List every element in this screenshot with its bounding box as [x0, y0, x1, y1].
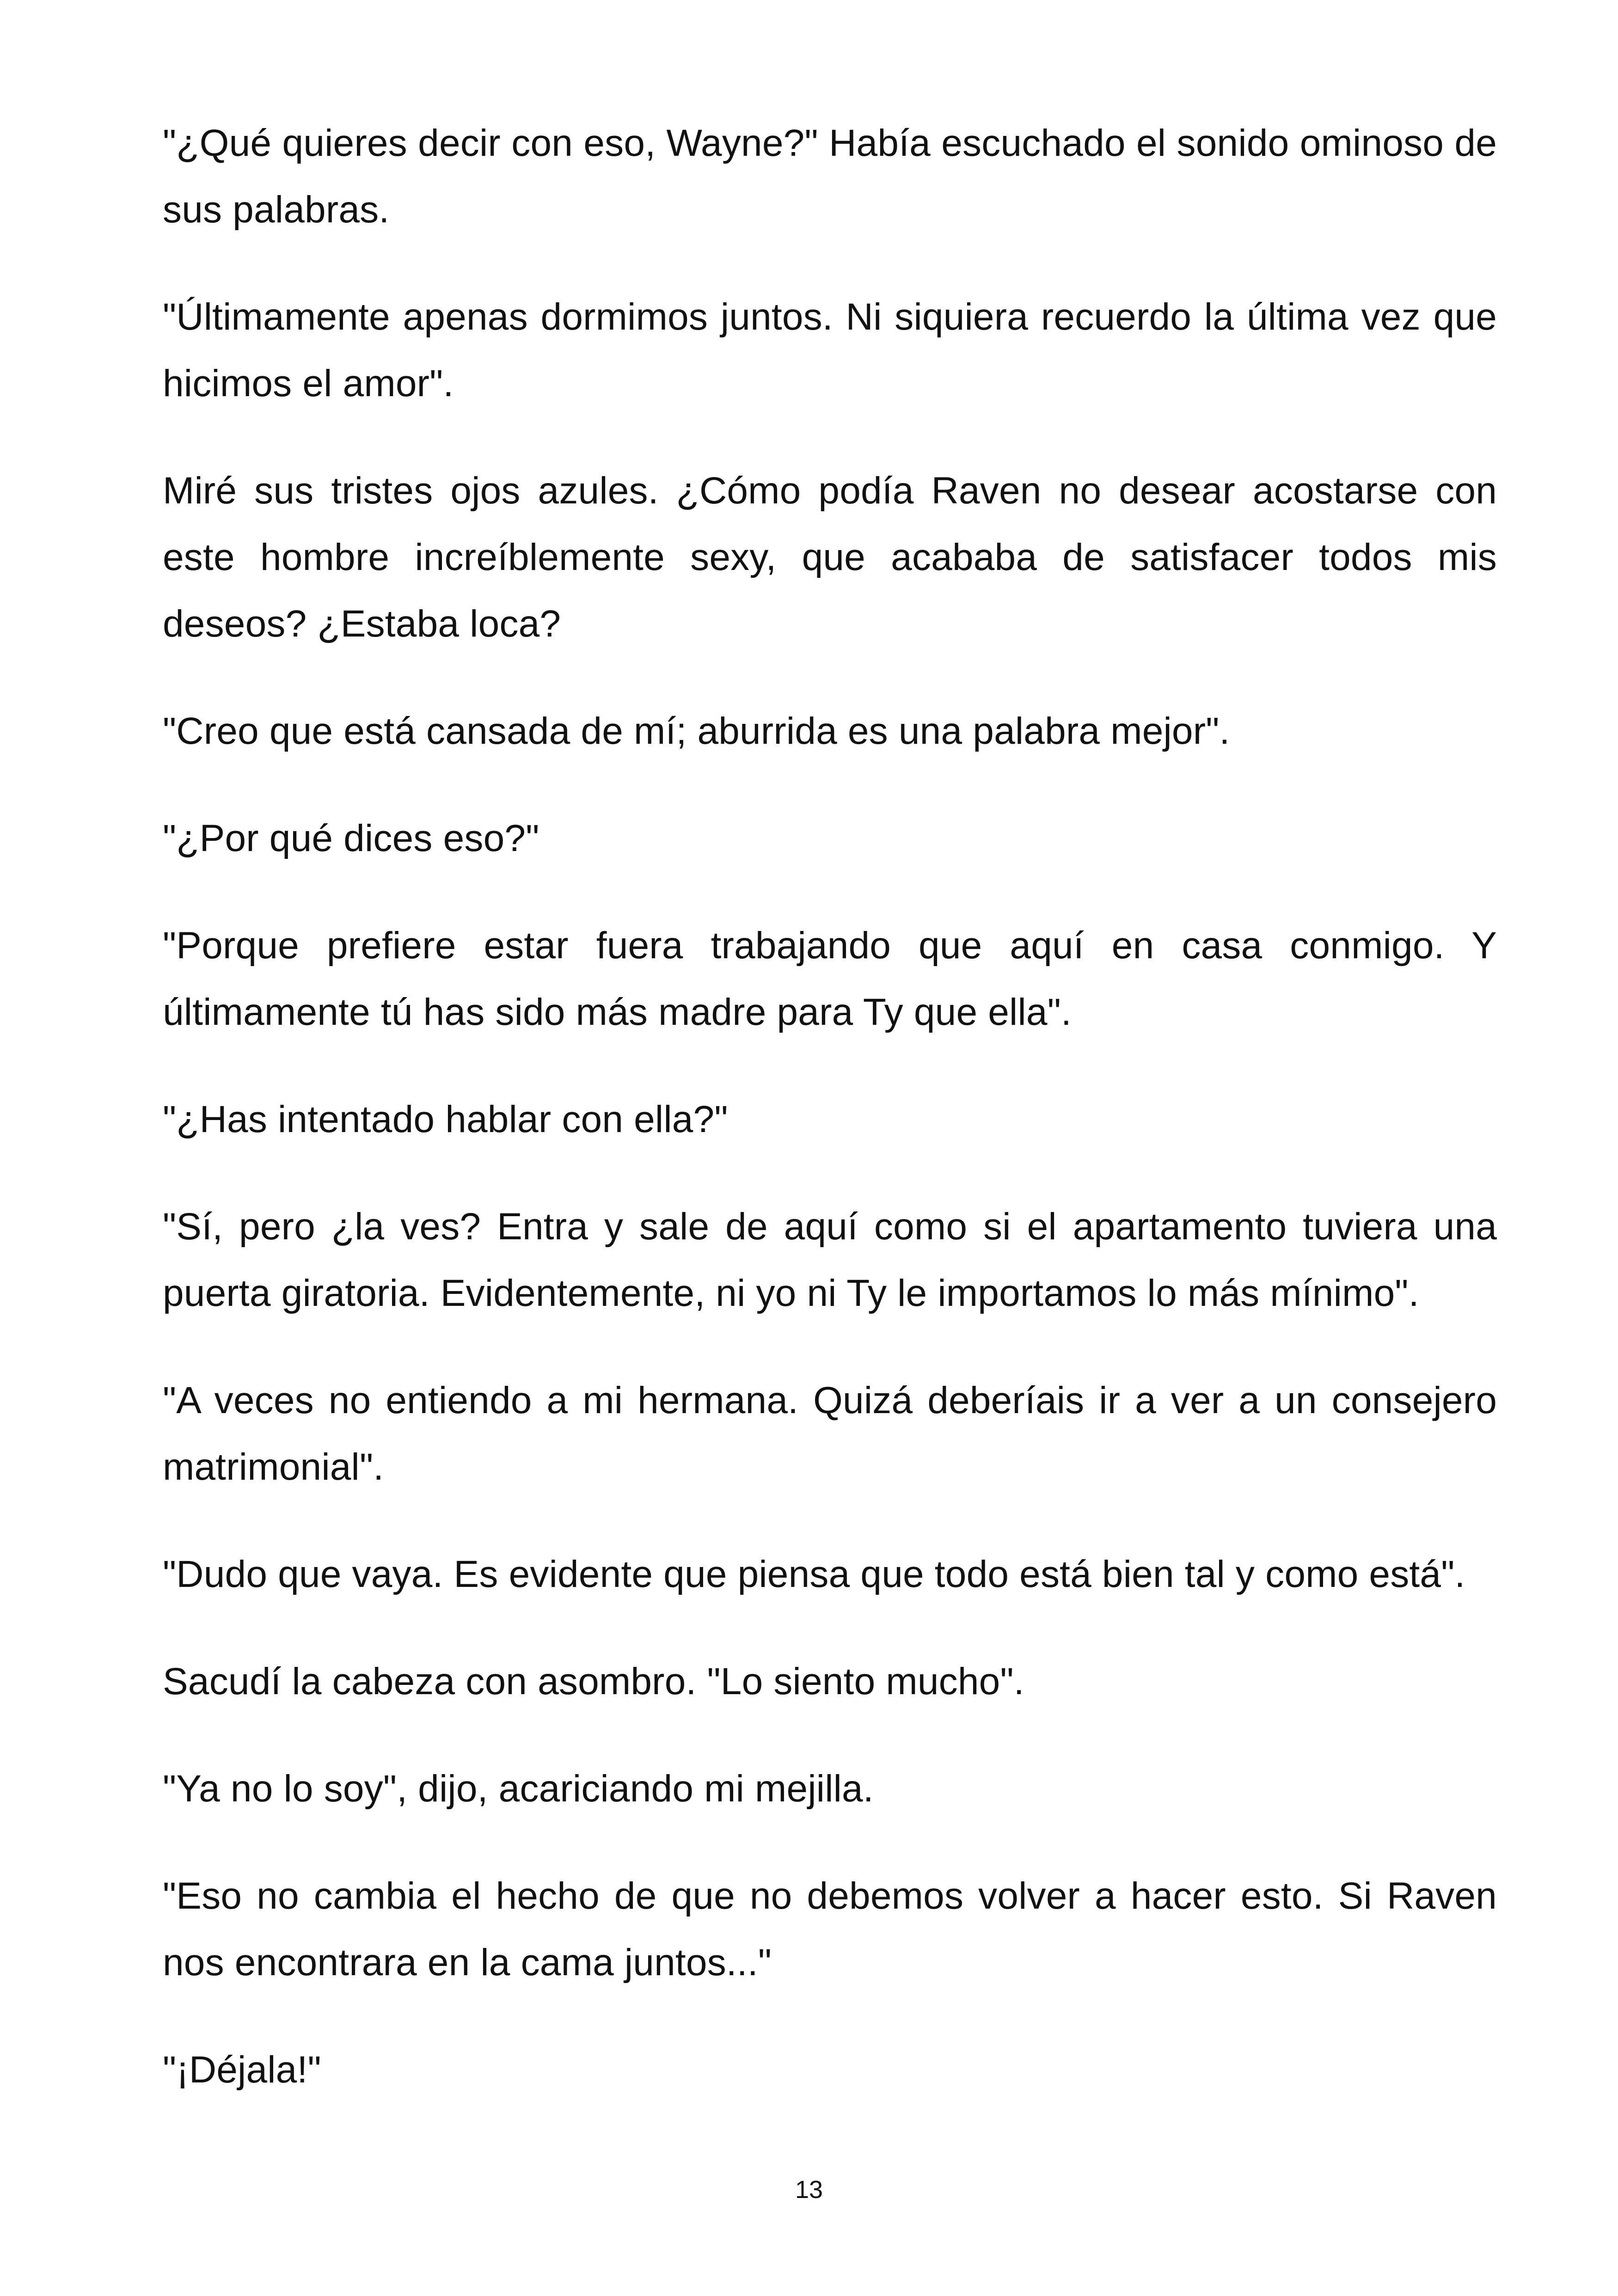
paragraph: "Ya no lo soy", dijo, acariciando mi mejilla. — [163, 1768, 874, 1810]
paragraph: "A veces no entiendo a mi hermana. Quizá deberíais ir a ver a un consejero matrimonial". — [163, 1379, 1497, 1488]
page-number: 13 — [795, 2176, 823, 2204]
paragraph: "¡Déjala!" — [163, 2049, 321, 2091]
body-text — [163, 110, 1497, 2144]
paragraph: Sacudí la cabeza con asombro. "Lo siento mucho". — [163, 1660, 1024, 1702]
paragraph: "¿Has intentado hablar con ella?" — [163, 1098, 728, 1140]
paragraph: "Sí, pero ¿la ves? Entra y sale de aquí como si el apartamento tuviera una puerta giratoria. Evidentemente, ni yo ni Ty le importamos lo más mínimo". — [163, 1206, 1497, 1314]
paragraph: Miré sus tristes ojos azules. ¿Cómo podía Raven no desear acostarse con este hombre increíblemente sexy, que acababa de satisfacer todos mis deseos? ¿Estaba loca? — [163, 470, 1497, 645]
paragraph: "Dudo que vaya. Es evidente que piensa que todo está bien tal y como está". — [163, 1553, 1465, 1595]
paragraph: "Porque prefiere estar fuera trabajando que aquí en casa conmigo. Y últimamente tú has sido más madre para Ty que ella". — [163, 925, 1497, 1033]
paragraph: "Últimamente apenas dormimos juntos. Ni siquiera recuerdo la última vez que hicimos el amor". — [163, 296, 1497, 404]
paragraph: "¿Qué quieres decir con eso, Wayne?" Había escuchado el sonido ominoso de sus palabras. — [163, 122, 1497, 231]
paragraph: "Eso no cambia el hecho de que no debemos volver a hacer esto. Si Raven nos encontrara en la cama juntos..." — [163, 1875, 1497, 1984]
paragraph: "¿Por qué dices eso?" — [163, 817, 539, 859]
paragraph: "Creo que está cansada de mí; aburrida es una palabra mejor". — [163, 710, 1230, 752]
